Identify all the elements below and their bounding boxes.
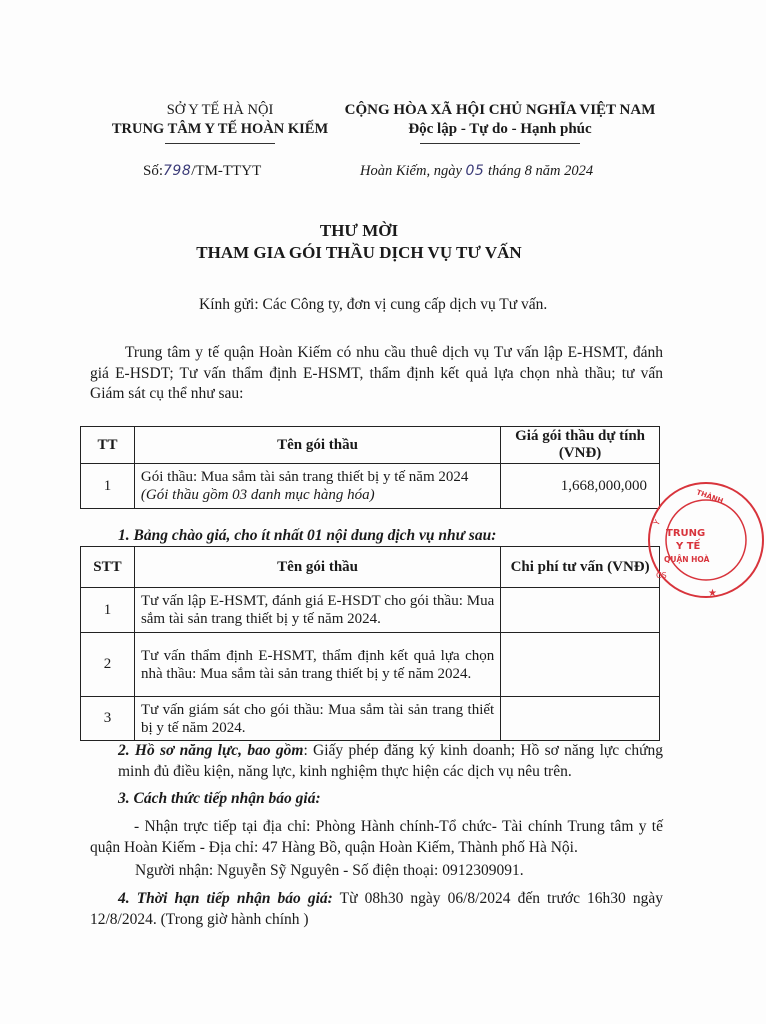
document-number-suffix: /TM-TTYT (191, 163, 262, 179)
section-4-heading: 4. Thời hạn tiếp nhận báo giá: (118, 890, 333, 907)
section-3-recipient: Người nhận: Nguyễn Sỹ Nguyên - Số điện thoại: 0912309091. (135, 862, 524, 879)
seal-mark-y: Y (651, 518, 663, 527)
row-cost (501, 588, 660, 633)
seal-mark-cs: CS (656, 571, 667, 580)
seal-line-1: TRUNG (666, 528, 706, 539)
table-row (81, 697, 660, 741)
seal-arc-text: THÀNH (695, 488, 725, 506)
package-table (80, 426, 660, 509)
intro-paragraph: Trung tâm y tế quận Hoàn Kiếm có nhu cầu thuê dịch vụ Tư vấn lập E-HSMT, đánh giá E-HSDT; Tư vấn thẩm định E-HSMT, thẩm định kết quả lựa chọn nhà thầu; tư vấn Giám sát cụ thể như sau: (90, 344, 663, 402)
consulting-table-header (81, 547, 660, 588)
header-package-name: Tên gói thầu (134, 427, 500, 464)
header-estimated-price: Giá gói thầu dự tính (VNĐ) (501, 427, 660, 464)
document-number (143, 163, 261, 180)
package-name-text: Gói thầu: Mua sắm tài sản trang thiết bị y tế năm 2024 (140, 469, 469, 485)
row-price: 1,668,000,000 (501, 464, 660, 509)
table-row (81, 464, 660, 509)
motto-underline (420, 143, 580, 144)
table-row (81, 633, 660, 697)
row-stt: 2 (81, 633, 135, 697)
seal-line-3: QUẬN HOÀ (664, 555, 710, 564)
seal-line-2: Y TẾ (676, 541, 701, 552)
table-row (81, 588, 660, 633)
section-2-text: : Giấy phép đăng ký kinh doanh; Hồ sơ năng lực chứng minh đủ điều kiện, năng lực, kinh nghiệm thực hiện các dịch vụ nêu trên. (118, 742, 663, 780)
package-table-header (81, 427, 660, 464)
row-service-name: Tư vấn lập E-HSMT, đánh giá E-HSDT cho gói thầu: Mua sắm tài sản trang thiết bị y tế năm 2024. (134, 588, 500, 633)
section-2 (118, 741, 663, 782)
issuer-underline (165, 143, 275, 144)
section-3-heading: 3. Cách thức tiếp nhận báo giá: (118, 790, 321, 807)
section-4-text: Từ 08h30 ngày 06/8/2024 đến trước 16h30 ngày 12/8/2024. (Trong giờ hành chính ) (90, 890, 663, 928)
issuer-block (100, 101, 340, 139)
row-stt: 3 (81, 697, 135, 741)
national-motto-block (330, 101, 670, 139)
header-tt: TT (81, 427, 135, 464)
row-tt: 1 (81, 464, 135, 509)
consulting-table (80, 546, 660, 741)
document-subtitle: THAM GIA GÓI THẦU DỊCH VỤ TƯ VẤN (196, 243, 522, 262)
seal-star-icon: ★ (708, 588, 717, 599)
header-consulting-cost: Chi phí tư vấn (VNĐ) (501, 547, 660, 588)
header-stt: STT (81, 547, 135, 588)
row-cost (501, 697, 660, 741)
section-4 (90, 889, 663, 930)
document-number-handwritten: 798 (163, 163, 192, 179)
dateline-month-year: tháng 8 năm 2024 (487, 163, 594, 179)
dateline-place: Hoàn Kiếm, ngày (360, 163, 462, 179)
row-service-name: Tư vấn giám sát cho gói thầu: Mua sắm tài sản trang thiết bị y tế năm 2024. (134, 697, 500, 741)
row-stt: 1 (81, 588, 135, 633)
section-1-heading: 1. Bảng chào giá, cho ít nhất 01 nội dung dịch vụ như sau: (118, 527, 497, 544)
row-cost (501, 633, 660, 697)
document-title: THƯ MỜI (319, 221, 399, 240)
row-service-name: Tư vấn thẩm định E-HSMT, thẩm định kết quả lựa chọn nhà thầu: Mua sắm tài sản trang thiết bị y tế năm 2024. (134, 633, 500, 697)
greeting: Kính gửi: Các Công ty, đơn vị cung cấp dịch vụ Tư vấn. (199, 296, 548, 313)
official-seal (646, 480, 766, 600)
dateline-day-handwritten: 05 (465, 163, 485, 179)
national-title: CỘNG HÒA XÃ HỘI CHỦ NGHĨA VIỆT NAM (344, 102, 656, 118)
section-2-heading: 2. Hồ sơ năng lực, bao gồm (118, 742, 304, 759)
national-motto: Độc lập - Tự do - Hạnh phúc (408, 121, 592, 137)
dateline (360, 163, 593, 180)
package-note: (Gói thầu gồm 03 danh mục hàng hóa) (140, 487, 375, 503)
section-3-address: - Nhận trực tiếp tại địa chỉ: Phòng Hành chính-Tổ chức- Tài chính Trung tâm y tế quận Hoàn Kiếm - Địa chỉ: 47 Hàng Bồ, quận Hoàn Kiếm, Thành phố Hà Nội. (90, 818, 663, 856)
issuer-org: TRUNG TÂM Y TẾ HOÀN KIẾM (111, 121, 329, 137)
issuer-parent-org: SỞ Y TẾ HÀ NỘI (166, 102, 274, 118)
header-service-name: Tên gói thầu (134, 547, 500, 588)
row-package-name (134, 464, 500, 509)
document-number-prefix: Số: (143, 163, 164, 179)
